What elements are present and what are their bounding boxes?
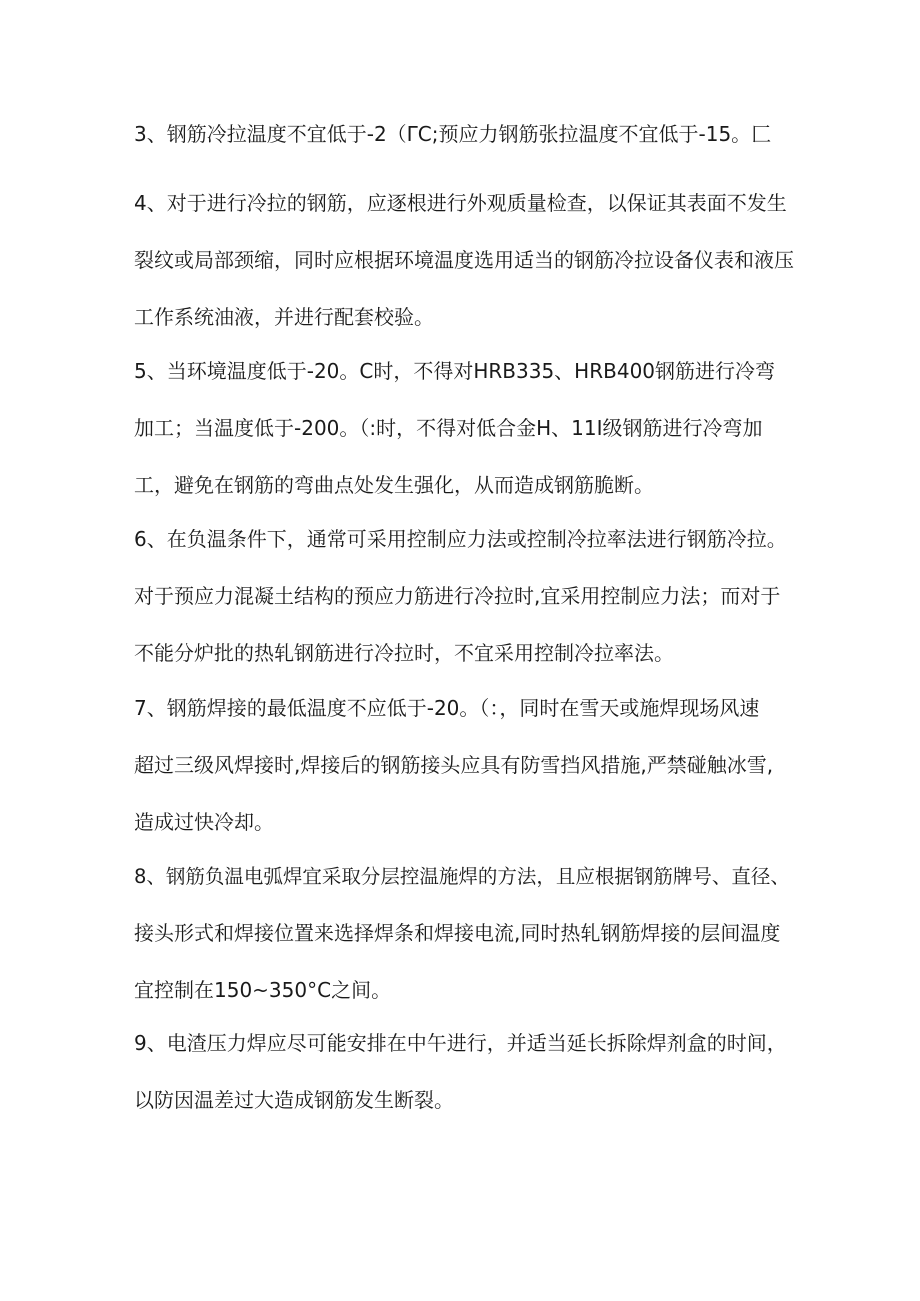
paragraph-line: 对于预应力混凝土结构的预应力筋进行冷拉时,宜采用控制应力法；而对于 [134, 584, 781, 608]
paragraph-line: 接头形式和焊接位置来选择焊条和焊接电流,同时热轧钢筋焊接的层间温度 [134, 921, 781, 945]
paragraph-line: 工作系统油液，并进行配套校验。 [134, 305, 434, 329]
paragraph-line: 超过三级风焊接时,焊接后的钢筋接头应具有防雪挡风措施,严禁碰触冰雪, [134, 753, 774, 777]
paragraph-line: 宜控制在150~350°C之间。 [134, 978, 392, 1002]
paragraph-8 [134, 848, 794, 1019]
paragraph-3 [134, 106, 794, 163]
paragraph-line: 8、钢筋负温电弧焊宜采取分层控温施焊的方法，且应根据钢筋牌号、直径、 [134, 865, 790, 888]
paragraph-line: 9、电渣压力焊应尽可能安排在中午进行，并适当延长拆除焊剂盒的时间， [134, 1031, 787, 1055]
paragraph-9 [134, 1015, 794, 1129]
paragraph-line: 以防因温差过大造成钢筋发生断裂。 [134, 1088, 454, 1112]
paragraph-line: 5、当环境温度低于-20。C时，不得对HRB335、HRB400钢筋进行冷弯 [134, 359, 776, 383]
paragraph-line: 6、在负温条件下，通常可采用控制应力法或控制冷拉率法进行钢筋冷拉。 [134, 527, 787, 551]
paragraph-5 [134, 343, 794, 514]
paragraph-line: 造成过快冷却。 [134, 810, 274, 834]
paragraph-line: 加工；当温度低于-200。（:时，不得对低合金H、11I级钢筋进行冷弯加 [134, 416, 763, 440]
paragraph-line: 裂纹或局部颈缩，同时应根据环境温度选用适当的钢筋冷拉设备仪表和液压 [134, 248, 794, 272]
paragraph-7 [134, 680, 794, 851]
paragraph-line: 不能分炉批的热轧钢筋进行冷拉时，不宜采用控制冷拉率法。 [134, 641, 674, 665]
paragraph-line: 工，避免在钢筋的弯曲点处发生强化，从而造成钢筋脆断。 [134, 473, 654, 497]
paragraph-4 [134, 175, 794, 346]
paragraph-6 [134, 511, 794, 682]
paragraph-line: 3、钢筋冷拉温度不宜低于-2（ΓC;预应力钢筋张拉温度不宜低于-15。匚 [134, 122, 772, 146]
paragraph-line: 7、钢筋焊接的最低温度不应低于-20。（：，同时在雪天或施焊现场风速 [134, 696, 760, 720]
paragraph-line: 4、对于进行冷拉的钢筋，应逐根进行外观质量检查，以保证其表面不发生 [134, 191, 787, 215]
